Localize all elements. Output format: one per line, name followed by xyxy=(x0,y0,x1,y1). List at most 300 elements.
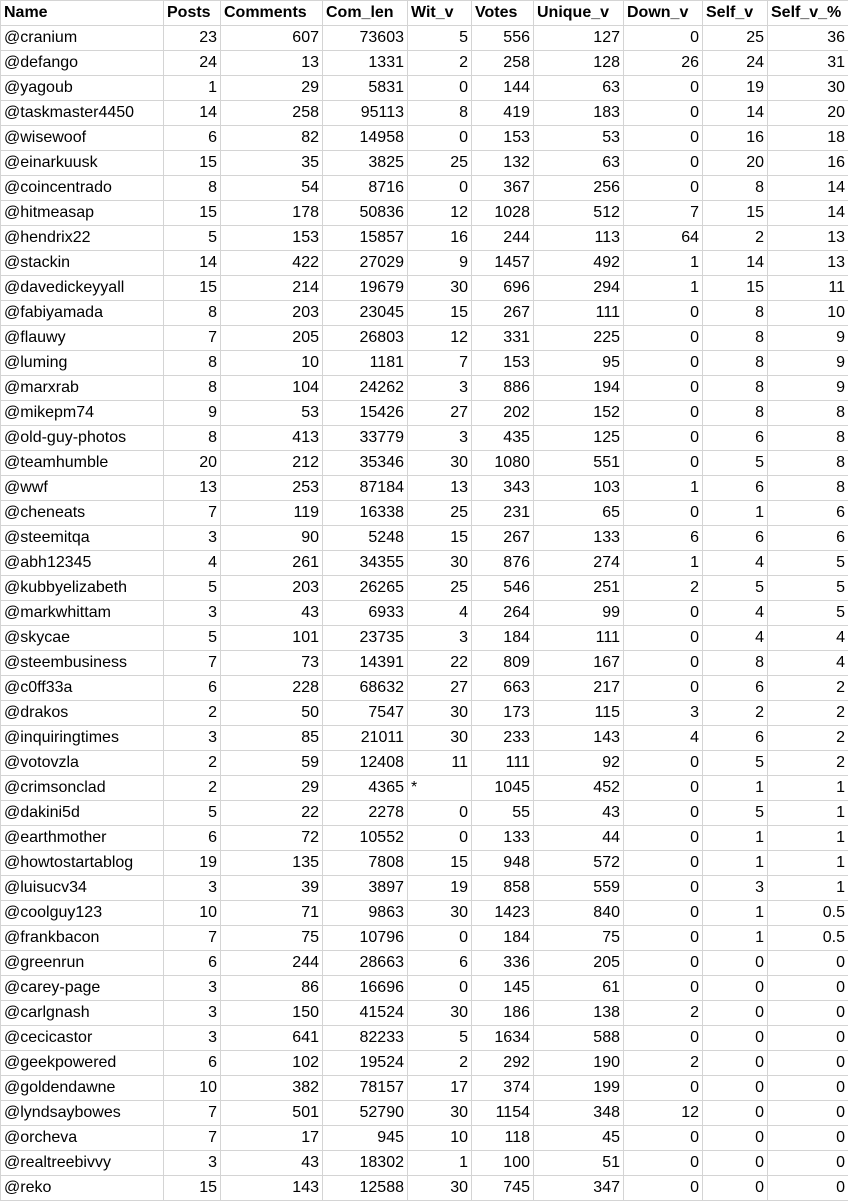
cell-votes[interactable]: 343 xyxy=(472,476,534,501)
cell-down-v[interactable]: 0 xyxy=(624,1026,703,1051)
cell-self-v[interactable]: 1 xyxy=(703,776,768,801)
cell-unique-v[interactable]: 167 xyxy=(534,651,624,676)
cell-unique-v[interactable]: 125 xyxy=(534,426,624,451)
cell-com-len[interactable]: 27029 xyxy=(323,251,408,276)
header-votes[interactable]: Votes xyxy=(472,1,534,26)
cell-down-v[interactable]: 0 xyxy=(624,26,703,51)
cell-self-v-pct[interactable]: 1 xyxy=(768,801,848,826)
cell-down-v[interactable]: 0 xyxy=(624,926,703,951)
cell-posts[interactable]: 7 xyxy=(164,1101,221,1126)
cell-unique-v[interactable]: 840 xyxy=(534,901,624,926)
cell-name[interactable]: @votovzla xyxy=(1,751,164,776)
cell-comments[interactable]: 501 xyxy=(221,1101,323,1126)
cell-com-len[interactable]: 24262 xyxy=(323,376,408,401)
cell-wit-v[interactable]: 4 xyxy=(408,601,472,626)
cell-wit-v[interactable]: 27 xyxy=(408,676,472,701)
cell-com-len[interactable]: 52790 xyxy=(323,1101,408,1126)
cell-comments[interactable]: 607 xyxy=(221,26,323,51)
cell-com-len[interactable]: 21011 xyxy=(323,726,408,751)
cell-name[interactable]: @fabiyamada xyxy=(1,301,164,326)
cell-self-v-pct[interactable]: 8 xyxy=(768,476,848,501)
cell-wit-v[interactable]: 5 xyxy=(408,1026,472,1051)
cell-down-v[interactable]: 0 xyxy=(624,876,703,901)
cell-wit-v[interactable]: 30 xyxy=(408,701,472,726)
cell-posts[interactable]: 2 xyxy=(164,776,221,801)
cell-down-v[interactable]: 7 xyxy=(624,201,703,226)
cell-wit-v[interactable]: 19 xyxy=(408,876,472,901)
cell-unique-v[interactable]: 152 xyxy=(534,401,624,426)
cell-name[interactable]: @flauwy xyxy=(1,326,164,351)
cell-unique-v[interactable]: 347 xyxy=(534,1176,624,1201)
cell-self-v[interactable]: 8 xyxy=(703,301,768,326)
cell-down-v[interactable]: 0 xyxy=(624,1151,703,1176)
cell-self-v-pct[interactable]: 0 xyxy=(768,976,848,1001)
cell-unique-v[interactable]: 63 xyxy=(534,151,624,176)
cell-comments[interactable]: 43 xyxy=(221,1151,323,1176)
cell-self-v-pct[interactable]: 0 xyxy=(768,951,848,976)
cell-down-v[interactable]: 0 xyxy=(624,1176,703,1201)
header-comments[interactable]: Comments xyxy=(221,1,323,26)
cell-wit-v[interactable]: 2 xyxy=(408,51,472,76)
cell-com-len[interactable]: 3897 xyxy=(323,876,408,901)
cell-name[interactable]: @hendrix22 xyxy=(1,226,164,251)
cell-down-v[interactable]: 0 xyxy=(624,951,703,976)
cell-self-v[interactable]: 6 xyxy=(703,526,768,551)
cell-posts[interactable]: 7 xyxy=(164,501,221,526)
cell-name[interactable]: @goldendawne xyxy=(1,1076,164,1101)
cell-com-len[interactable]: 12408 xyxy=(323,751,408,776)
cell-wit-v[interactable]: * xyxy=(408,776,472,801)
cell-comments[interactable]: 29 xyxy=(221,776,323,801)
cell-wit-v[interactable]: 30 xyxy=(408,1001,472,1026)
cell-name[interactable]: @geekpowered xyxy=(1,1051,164,1076)
cell-comments[interactable]: 43 xyxy=(221,601,323,626)
cell-comments[interactable]: 72 xyxy=(221,826,323,851)
cell-unique-v[interactable]: 99 xyxy=(534,601,624,626)
cell-self-v-pct[interactable]: 1 xyxy=(768,876,848,901)
cell-comments[interactable]: 50 xyxy=(221,701,323,726)
cell-com-len[interactable]: 41524 xyxy=(323,1001,408,1026)
cell-posts[interactable]: 2 xyxy=(164,751,221,776)
cell-posts[interactable]: 14 xyxy=(164,101,221,126)
cell-wit-v[interactable]: 7 xyxy=(408,351,472,376)
cell-comments[interactable]: 258 xyxy=(221,101,323,126)
cell-unique-v[interactable]: 53 xyxy=(534,126,624,151)
cell-name[interactable]: @steemitqa xyxy=(1,526,164,551)
cell-name[interactable]: @davedickeyyall xyxy=(1,276,164,301)
cell-name[interactable]: @reko xyxy=(1,1176,164,1201)
cell-posts[interactable]: 3 xyxy=(164,526,221,551)
cell-name[interactable]: @luisucv34 xyxy=(1,876,164,901)
cell-name[interactable]: @carey-page xyxy=(1,976,164,1001)
cell-comments[interactable]: 17 xyxy=(221,1126,323,1151)
cell-comments[interactable]: 73 xyxy=(221,651,323,676)
cell-com-len[interactable]: 23735 xyxy=(323,626,408,651)
cell-comments[interactable]: 228 xyxy=(221,676,323,701)
cell-votes[interactable]: 663 xyxy=(472,676,534,701)
cell-wit-v[interactable]: 15 xyxy=(408,301,472,326)
cell-votes[interactable]: 948 xyxy=(472,851,534,876)
cell-wit-v[interactable]: 3 xyxy=(408,376,472,401)
cell-self-v[interactable]: 2 xyxy=(703,701,768,726)
cell-self-v-pct[interactable]: 0 xyxy=(768,1126,848,1151)
cell-posts[interactable]: 10 xyxy=(164,901,221,926)
cell-down-v[interactable]: 0 xyxy=(624,301,703,326)
cell-posts[interactable]: 7 xyxy=(164,1126,221,1151)
cell-votes[interactable]: 1080 xyxy=(472,451,534,476)
cell-name[interactable]: @earthmother xyxy=(1,826,164,851)
cell-posts[interactable]: 15 xyxy=(164,276,221,301)
cell-name[interactable]: @drakos xyxy=(1,701,164,726)
cell-self-v-pct[interactable]: 5 xyxy=(768,551,848,576)
cell-posts[interactable]: 23 xyxy=(164,26,221,51)
cell-com-len[interactable]: 9863 xyxy=(323,901,408,926)
cell-wit-v[interactable]: 9 xyxy=(408,251,472,276)
cell-unique-v[interactable]: 217 xyxy=(534,676,624,701)
cell-down-v[interactable]: 0 xyxy=(624,801,703,826)
cell-com-len[interactable]: 1331 xyxy=(323,51,408,76)
cell-self-v[interactable]: 0 xyxy=(703,1126,768,1151)
cell-name[interactable]: @wwf xyxy=(1,476,164,501)
cell-self-v-pct[interactable]: 0 xyxy=(768,1076,848,1101)
cell-votes[interactable]: 1423 xyxy=(472,901,534,926)
cell-name[interactable]: @yagoub xyxy=(1,76,164,101)
cell-posts[interactable]: 6 xyxy=(164,126,221,151)
cell-self-v[interactable]: 6 xyxy=(703,726,768,751)
cell-posts[interactable]: 15 xyxy=(164,151,221,176)
cell-com-len[interactable]: 7808 xyxy=(323,851,408,876)
cell-wit-v[interactable]: 6 xyxy=(408,951,472,976)
cell-votes[interactable]: 419 xyxy=(472,101,534,126)
cell-name[interactable]: @howtostartablog xyxy=(1,851,164,876)
cell-com-len[interactable]: 26265 xyxy=(323,576,408,601)
cell-self-v-pct[interactable]: 0.5 xyxy=(768,901,848,926)
cell-wit-v[interactable]: 25 xyxy=(408,151,472,176)
cell-self-v[interactable]: 14 xyxy=(703,251,768,276)
cell-com-len[interactable]: 19679 xyxy=(323,276,408,301)
cell-wit-v[interactable]: 5 xyxy=(408,26,472,51)
cell-down-v[interactable]: 0 xyxy=(624,901,703,926)
cell-self-v[interactable]: 8 xyxy=(703,651,768,676)
cell-self-v-pct[interactable]: 2 xyxy=(768,751,848,776)
cell-wit-v[interactable]: 3 xyxy=(408,626,472,651)
cell-self-v[interactable]: 19 xyxy=(703,76,768,101)
cell-votes[interactable]: 244 xyxy=(472,226,534,251)
cell-comments[interactable]: 102 xyxy=(221,1051,323,1076)
cell-unique-v[interactable]: 551 xyxy=(534,451,624,476)
cell-self-v-pct[interactable]: 14 xyxy=(768,201,848,226)
cell-self-v-pct[interactable]: 0 xyxy=(768,1176,848,1201)
cell-votes[interactable]: 202 xyxy=(472,401,534,426)
cell-down-v[interactable]: 0 xyxy=(624,351,703,376)
cell-votes[interactable]: 144 xyxy=(472,76,534,101)
cell-comments[interactable]: 214 xyxy=(221,276,323,301)
cell-unique-v[interactable]: 251 xyxy=(534,576,624,601)
cell-unique-v[interactable]: 274 xyxy=(534,551,624,576)
cell-name[interactable]: @taskmaster4450 xyxy=(1,101,164,126)
header-wit-v[interactable]: Wit_v xyxy=(408,1,472,26)
cell-name[interactable]: @marxrab xyxy=(1,376,164,401)
cell-comments[interactable]: 203 xyxy=(221,301,323,326)
cell-self-v-pct[interactable]: 16 xyxy=(768,151,848,176)
cell-com-len[interactable]: 16696 xyxy=(323,976,408,1001)
cell-com-len[interactable]: 15857 xyxy=(323,226,408,251)
cell-posts[interactable]: 10 xyxy=(164,1076,221,1101)
cell-wit-v[interactable]: 12 xyxy=(408,326,472,351)
cell-posts[interactable]: 3 xyxy=(164,876,221,901)
cell-comments[interactable]: 71 xyxy=(221,901,323,926)
cell-posts[interactable]: 6 xyxy=(164,1051,221,1076)
cell-posts[interactable]: 15 xyxy=(164,201,221,226)
cell-self-v[interactable]: 1 xyxy=(703,901,768,926)
cell-comments[interactable]: 178 xyxy=(221,201,323,226)
cell-unique-v[interactable]: 75 xyxy=(534,926,624,951)
cell-unique-v[interactable]: 512 xyxy=(534,201,624,226)
cell-posts[interactable]: 4 xyxy=(164,551,221,576)
cell-self-v[interactable]: 0 xyxy=(703,1076,768,1101)
cell-posts[interactable]: 15 xyxy=(164,1176,221,1201)
cell-down-v[interactable]: 0 xyxy=(624,401,703,426)
cell-unique-v[interactable]: 95 xyxy=(534,351,624,376)
cell-down-v[interactable]: 64 xyxy=(624,226,703,251)
cell-comments[interactable]: 10 xyxy=(221,351,323,376)
cell-wit-v[interactable]: 2 xyxy=(408,1051,472,1076)
cell-comments[interactable]: 143 xyxy=(221,1176,323,1201)
cell-self-v[interactable]: 0 xyxy=(703,976,768,1001)
cell-unique-v[interactable]: 190 xyxy=(534,1051,624,1076)
cell-posts[interactable]: 5 xyxy=(164,226,221,251)
cell-self-v[interactable]: 5 xyxy=(703,801,768,826)
cell-votes[interactable]: 374 xyxy=(472,1076,534,1101)
cell-unique-v[interactable]: 127 xyxy=(534,26,624,51)
cell-unique-v[interactable]: 559 xyxy=(534,876,624,901)
cell-com-len[interactable]: 5831 xyxy=(323,76,408,101)
cell-name[interactable]: @frankbacon xyxy=(1,926,164,951)
cell-down-v[interactable]: 12 xyxy=(624,1101,703,1126)
cell-name[interactable]: @skycae xyxy=(1,626,164,651)
cell-self-v[interactable]: 6 xyxy=(703,426,768,451)
cell-com-len[interactable]: 82233 xyxy=(323,1026,408,1051)
cell-self-v-pct[interactable]: 0 xyxy=(768,1051,848,1076)
cell-unique-v[interactable]: 199 xyxy=(534,1076,624,1101)
cell-name[interactable]: @steembusiness xyxy=(1,651,164,676)
cell-down-v[interactable]: 0 xyxy=(624,151,703,176)
cell-wit-v[interactable]: 30 xyxy=(408,726,472,751)
cell-wit-v[interactable]: 30 xyxy=(408,276,472,301)
cell-name[interactable]: @luming xyxy=(1,351,164,376)
cell-unique-v[interactable]: 128 xyxy=(534,51,624,76)
cell-comments[interactable]: 413 xyxy=(221,426,323,451)
cell-votes[interactable]: 331 xyxy=(472,326,534,351)
cell-self-v[interactable]: 4 xyxy=(703,551,768,576)
cell-votes[interactable]: 258 xyxy=(472,51,534,76)
cell-self-v[interactable]: 3 xyxy=(703,876,768,901)
cell-self-v-pct[interactable]: 8 xyxy=(768,426,848,451)
cell-unique-v[interactable]: 572 xyxy=(534,851,624,876)
cell-self-v-pct[interactable]: 5 xyxy=(768,576,848,601)
cell-name[interactable]: @einarkuusk xyxy=(1,151,164,176)
cell-com-len[interactable]: 12588 xyxy=(323,1176,408,1201)
cell-name[interactable]: @carlgnash xyxy=(1,1001,164,1026)
cell-name[interactable]: @defango xyxy=(1,51,164,76)
cell-wit-v[interactable]: 0 xyxy=(408,76,472,101)
cell-unique-v[interactable]: 225 xyxy=(534,326,624,351)
cell-com-len[interactable]: 95113 xyxy=(323,101,408,126)
cell-wit-v[interactable]: 10 xyxy=(408,1126,472,1151)
cell-com-len[interactable]: 68632 xyxy=(323,676,408,701)
cell-posts[interactable]: 14 xyxy=(164,251,221,276)
cell-votes[interactable]: 336 xyxy=(472,951,534,976)
cell-self-v[interactable]: 1 xyxy=(703,501,768,526)
cell-posts[interactable]: 3 xyxy=(164,1026,221,1051)
cell-self-v-pct[interactable]: 5 xyxy=(768,601,848,626)
cell-unique-v[interactable]: 348 xyxy=(534,1101,624,1126)
cell-unique-v[interactable]: 63 xyxy=(534,76,624,101)
cell-wit-v[interactable]: 25 xyxy=(408,501,472,526)
cell-self-v[interactable]: 8 xyxy=(703,376,768,401)
cell-votes[interactable]: 696 xyxy=(472,276,534,301)
cell-down-v[interactable]: 0 xyxy=(624,426,703,451)
cell-self-v[interactable]: 6 xyxy=(703,476,768,501)
cell-comments[interactable]: 59 xyxy=(221,751,323,776)
cell-com-len[interactable]: 10796 xyxy=(323,926,408,951)
cell-comments[interactable]: 75 xyxy=(221,926,323,951)
cell-down-v[interactable]: 0 xyxy=(624,976,703,1001)
cell-self-v-pct[interactable]: 9 xyxy=(768,326,848,351)
cell-unique-v[interactable]: 111 xyxy=(534,301,624,326)
cell-down-v[interactable]: 0 xyxy=(624,751,703,776)
cell-posts[interactable]: 3 xyxy=(164,601,221,626)
cell-unique-v[interactable]: 51 xyxy=(534,1151,624,1176)
cell-self-v-pct[interactable]: 2 xyxy=(768,726,848,751)
cell-self-v[interactable]: 5 xyxy=(703,576,768,601)
cell-self-v[interactable]: 6 xyxy=(703,676,768,701)
cell-name[interactable]: @realtreebivvy xyxy=(1,1151,164,1176)
cell-comments[interactable]: 150 xyxy=(221,1001,323,1026)
cell-posts[interactable]: 5 xyxy=(164,576,221,601)
cell-self-v[interactable]: 15 xyxy=(703,201,768,226)
cell-self-v[interactable]: 8 xyxy=(703,351,768,376)
cell-self-v-pct[interactable]: 2 xyxy=(768,676,848,701)
cell-unique-v[interactable]: 205 xyxy=(534,951,624,976)
cell-self-v[interactable]: 5 xyxy=(703,451,768,476)
cell-wit-v[interactable]: 25 xyxy=(408,576,472,601)
cell-wit-v[interactable]: 0 xyxy=(408,976,472,1001)
cell-com-len[interactable]: 33779 xyxy=(323,426,408,451)
cell-unique-v[interactable]: 45 xyxy=(534,1126,624,1151)
cell-posts[interactable]: 5 xyxy=(164,626,221,651)
cell-wit-v[interactable]: 15 xyxy=(408,851,472,876)
cell-name[interactable]: @greenrun xyxy=(1,951,164,976)
cell-down-v[interactable]: 4 xyxy=(624,726,703,751)
cell-name[interactable]: @teamhumble xyxy=(1,451,164,476)
cell-com-len[interactable]: 5248 xyxy=(323,526,408,551)
cell-com-len[interactable]: 35346 xyxy=(323,451,408,476)
cell-self-v-pct[interactable]: 36 xyxy=(768,26,848,51)
cell-wit-v[interactable]: 30 xyxy=(408,451,472,476)
cell-self-v-pct[interactable]: 11 xyxy=(768,276,848,301)
cell-self-v-pct[interactable]: 13 xyxy=(768,251,848,276)
cell-wit-v[interactable]: 0 xyxy=(408,801,472,826)
cell-self-v-pct[interactable]: 0 xyxy=(768,1001,848,1026)
cell-votes[interactable]: 184 xyxy=(472,926,534,951)
cell-unique-v[interactable]: 113 xyxy=(534,226,624,251)
cell-name[interactable]: @crimsonclad xyxy=(1,776,164,801)
cell-down-v[interactable]: 1 xyxy=(624,276,703,301)
header-unique-v[interactable]: Unique_v xyxy=(534,1,624,26)
cell-self-v-pct[interactable]: 2 xyxy=(768,701,848,726)
cell-com-len[interactable]: 7547 xyxy=(323,701,408,726)
cell-com-len[interactable]: 34355 xyxy=(323,551,408,576)
cell-name[interactable]: @inquiringtimes xyxy=(1,726,164,751)
cell-name[interactable]: @coolguy123 xyxy=(1,901,164,926)
cell-votes[interactable]: 153 xyxy=(472,351,534,376)
cell-self-v[interactable]: 25 xyxy=(703,26,768,51)
cell-comments[interactable]: 153 xyxy=(221,226,323,251)
cell-posts[interactable]: 8 xyxy=(164,301,221,326)
cell-comments[interactable]: 261 xyxy=(221,551,323,576)
cell-votes[interactable]: 1154 xyxy=(472,1101,534,1126)
cell-comments[interactable]: 85 xyxy=(221,726,323,751)
cell-self-v[interactable]: 8 xyxy=(703,326,768,351)
cell-name[interactable]: @lyndsaybowes xyxy=(1,1101,164,1126)
cell-down-v[interactable]: 0 xyxy=(624,676,703,701)
cell-self-v-pct[interactable]: 0 xyxy=(768,1151,848,1176)
cell-self-v[interactable]: 8 xyxy=(703,176,768,201)
cell-down-v[interactable]: 0 xyxy=(624,626,703,651)
cell-name[interactable]: @orcheva xyxy=(1,1126,164,1151)
cell-com-len[interactable]: 50836 xyxy=(323,201,408,226)
cell-self-v[interactable]: 0 xyxy=(703,951,768,976)
cell-posts[interactable]: 2 xyxy=(164,701,221,726)
cell-posts[interactable]: 8 xyxy=(164,351,221,376)
cell-votes[interactable]: 556 xyxy=(472,26,534,51)
cell-self-v[interactable]: 24 xyxy=(703,51,768,76)
cell-down-v[interactable]: 0 xyxy=(624,101,703,126)
cell-com-len[interactable]: 8716 xyxy=(323,176,408,201)
cell-votes[interactable]: 145 xyxy=(472,976,534,1001)
cell-unique-v[interactable]: 452 xyxy=(534,776,624,801)
cell-comments[interactable]: 82 xyxy=(221,126,323,151)
cell-down-v[interactable]: 2 xyxy=(624,576,703,601)
cell-self-v-pct[interactable]: 8 xyxy=(768,401,848,426)
cell-unique-v[interactable]: 103 xyxy=(534,476,624,501)
cell-posts[interactable]: 19 xyxy=(164,851,221,876)
cell-self-v[interactable]: 0 xyxy=(703,1026,768,1051)
cell-down-v[interactable]: 0 xyxy=(624,126,703,151)
cell-votes[interactable]: 1045 xyxy=(472,776,534,801)
cell-wit-v[interactable]: 30 xyxy=(408,901,472,926)
cell-com-len[interactable]: 78157 xyxy=(323,1076,408,1101)
cell-comments[interactable]: 54 xyxy=(221,176,323,201)
cell-posts[interactable]: 20 xyxy=(164,451,221,476)
cell-posts[interactable]: 1 xyxy=(164,76,221,101)
cell-com-len[interactable]: 15426 xyxy=(323,401,408,426)
header-down-v[interactable]: Down_v xyxy=(624,1,703,26)
cell-down-v[interactable]: 6 xyxy=(624,526,703,551)
cell-unique-v[interactable]: 492 xyxy=(534,251,624,276)
cell-down-v[interactable]: 0 xyxy=(624,826,703,851)
header-name[interactable]: Name xyxy=(1,1,164,26)
cell-unique-v[interactable]: 588 xyxy=(534,1026,624,1051)
cell-down-v[interactable]: 2 xyxy=(624,1001,703,1026)
cell-down-v[interactable]: 1 xyxy=(624,551,703,576)
cell-self-v[interactable]: 4 xyxy=(703,601,768,626)
cell-self-v[interactable]: 0 xyxy=(703,1151,768,1176)
cell-unique-v[interactable]: 183 xyxy=(534,101,624,126)
cell-down-v[interactable]: 0 xyxy=(624,176,703,201)
cell-name[interactable]: @mikepm74 xyxy=(1,401,164,426)
